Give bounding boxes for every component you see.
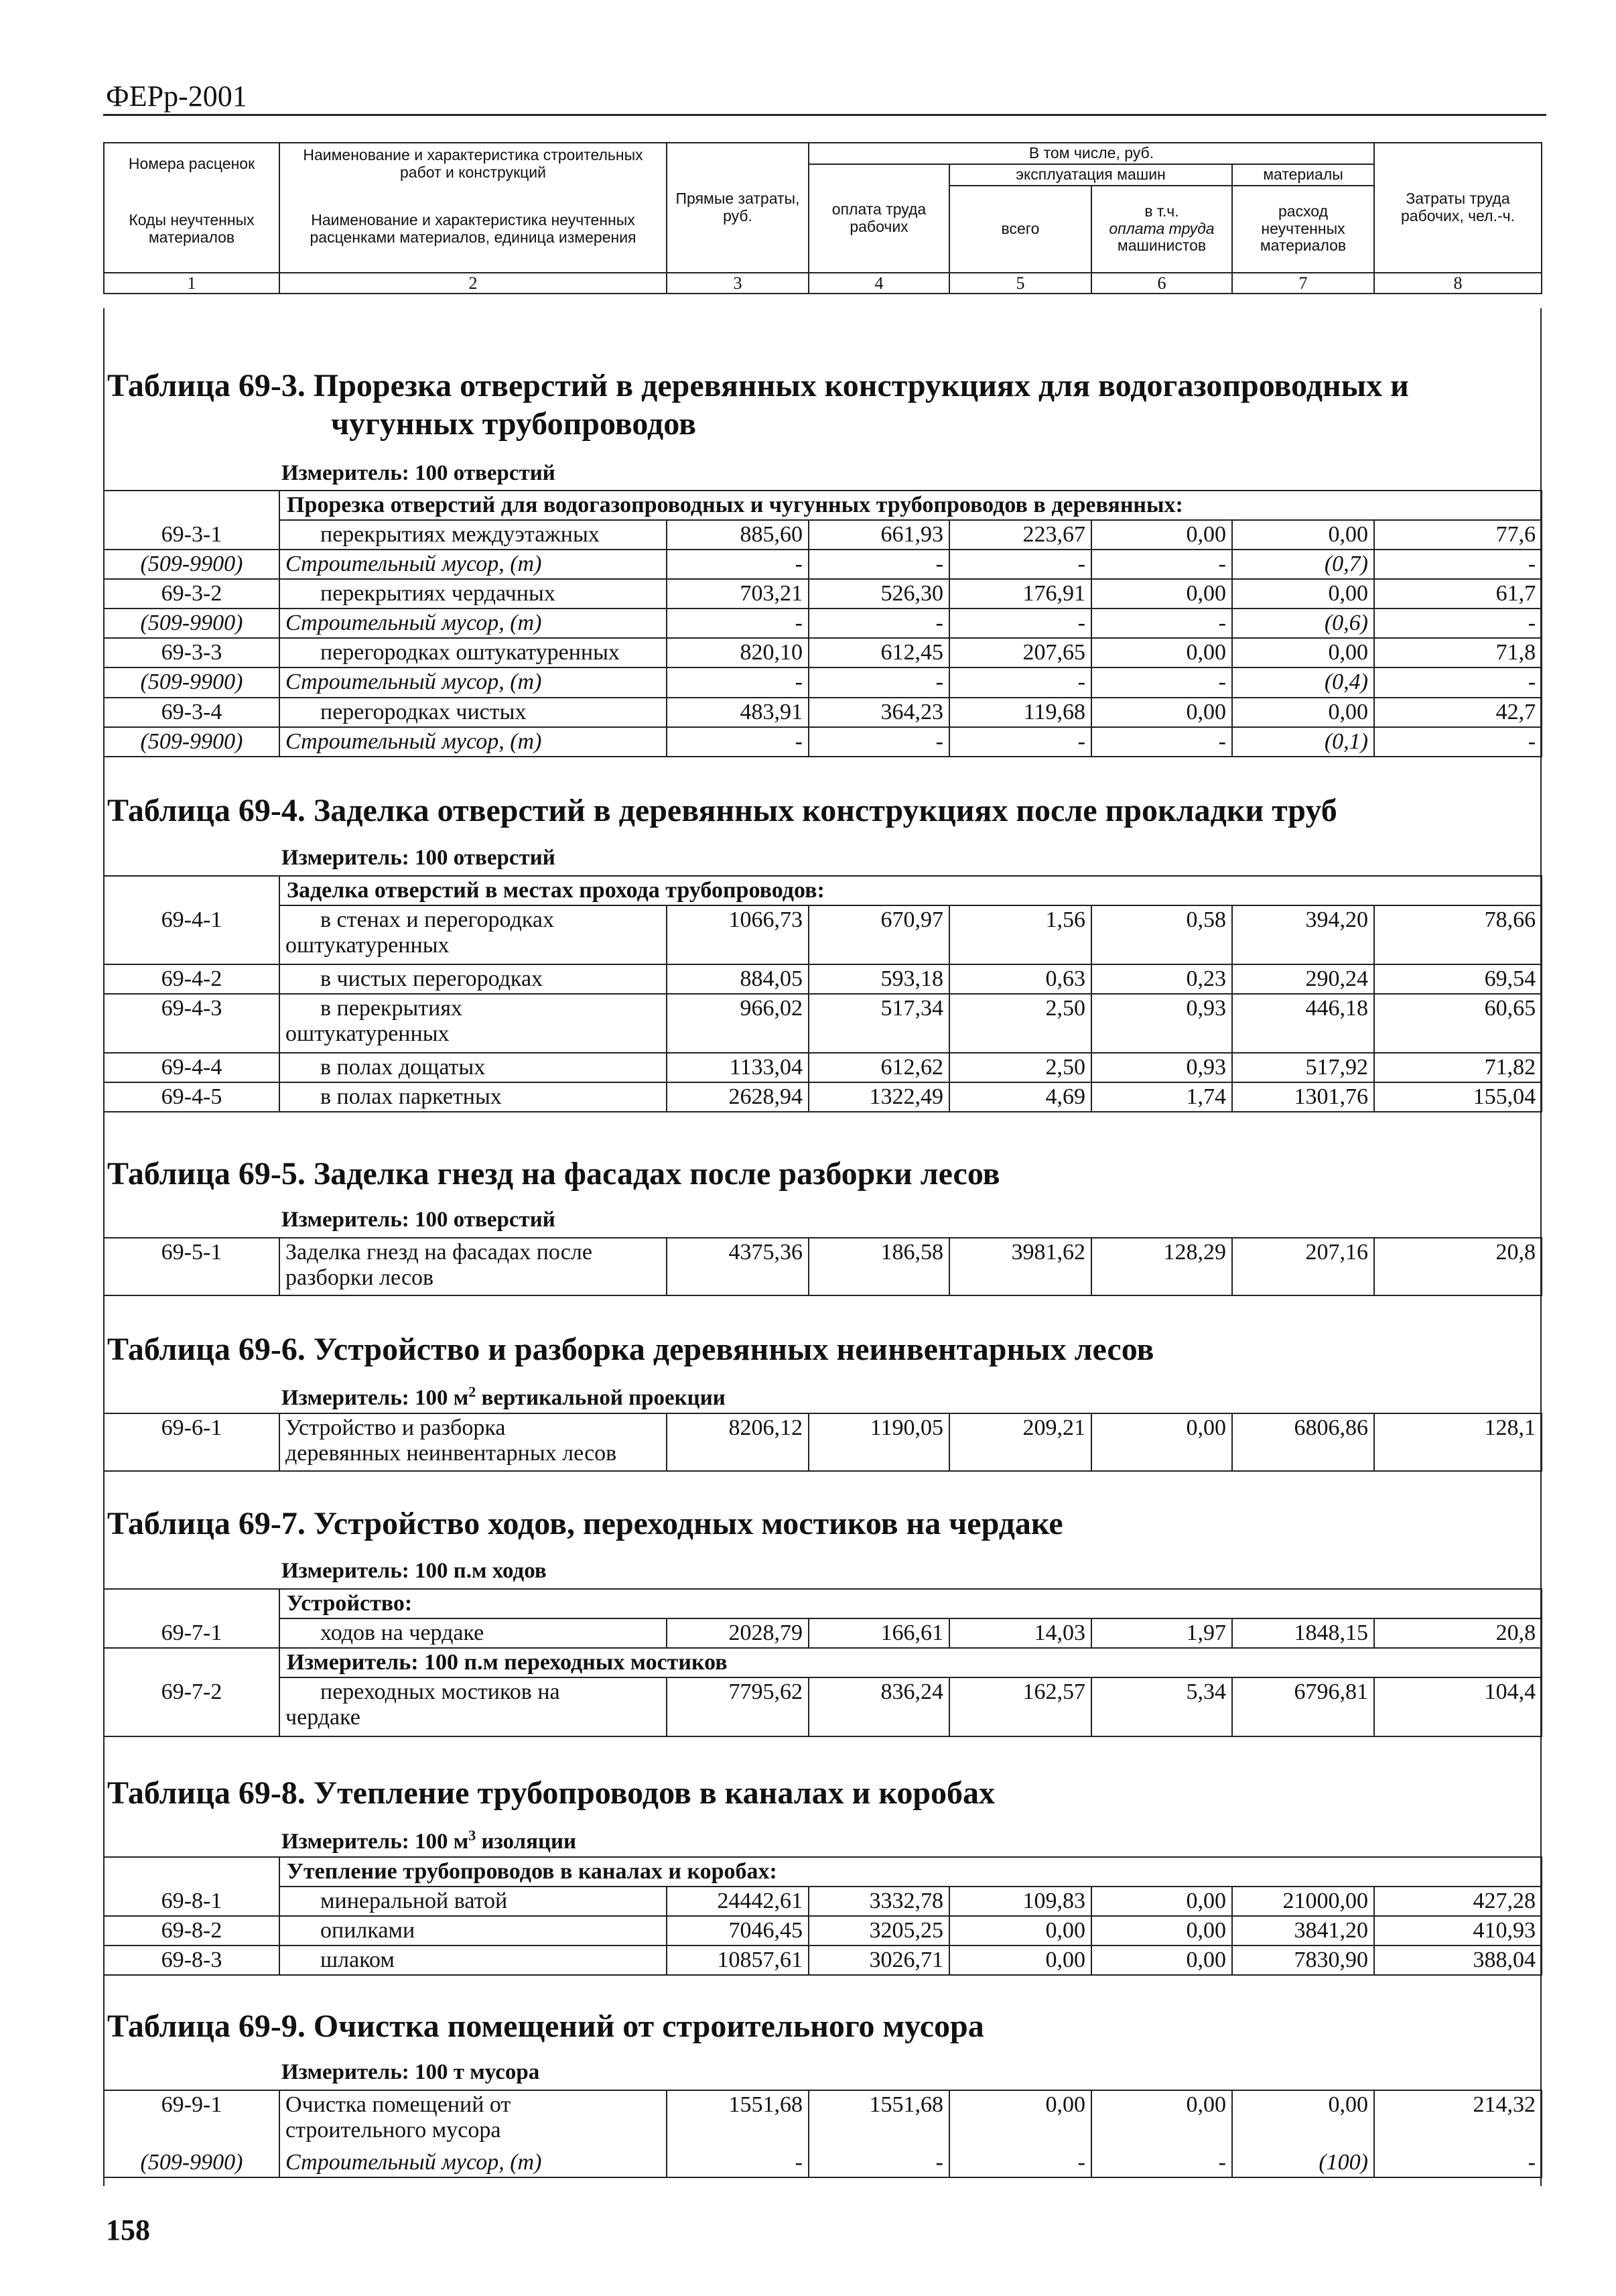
cell-labor-pay: 517,34 xyxy=(809,994,949,1053)
cell-machinists-pay: - xyxy=(1091,2148,1232,2177)
work-name-line: деревянных неинвентарных лесов xyxy=(285,1441,617,1466)
cell-direct-cost: 820,10 xyxy=(667,638,809,667)
cell-materials: (100) xyxy=(1232,2148,1374,2177)
cell-machinists-pay: 0,23 xyxy=(1091,964,1232,994)
unit-label-text: Измеритель: 100 м xyxy=(281,1386,469,1410)
cell-materials: 6806,86 xyxy=(1232,1413,1374,1471)
cell-labor-hours: - xyxy=(1374,609,1542,638)
cell-labor-pay: - xyxy=(809,727,949,757)
cell-machines-total: 109,83 xyxy=(949,1887,1091,1916)
cell-machinists-pay: 0,93 xyxy=(1091,1053,1232,1082)
cell-direct-cost: 483,91 xyxy=(667,698,809,727)
material-name: Строительный мусор, (т) xyxy=(279,667,667,697)
page-number: 158 xyxy=(106,2214,150,2246)
unit-label: Измеритель: 100 п.м ходов xyxy=(281,1559,547,1583)
cell-labor-pay: 836,24 xyxy=(809,1677,949,1736)
cell-machines-total: 4,69 xyxy=(949,1082,1091,1112)
cell-direct-cost: 2628,94 xyxy=(667,1082,809,1112)
cell-labor-pay: - xyxy=(809,667,949,697)
work-name xyxy=(279,1238,667,1295)
cell-direct-cost: 24442,61 xyxy=(667,1887,809,1916)
col-number: 5 xyxy=(949,273,1091,294)
cell-machines-total: 0,63 xyxy=(949,964,1091,994)
rate-code: 69-3-4 xyxy=(104,698,279,727)
unit-label xyxy=(281,1827,576,1854)
cell-direct-cost: 1066,73 xyxy=(667,905,809,964)
section-title-line: Таблица 69-8. Утепление трубопроводов в каналах и коробах xyxy=(107,1775,996,1811)
cell-labor-hours: 155,04 xyxy=(1374,1082,1542,1112)
rate-code: 69-9-1 xyxy=(104,2090,279,2148)
cell-labor-hours: 61,7 xyxy=(1374,579,1542,609)
cell-labor-pay: 670,97 xyxy=(809,905,949,964)
cell-materials: 290,24 xyxy=(1232,964,1374,994)
document-header: ФЕРр-2001 xyxy=(106,80,247,113)
cell-labor-pay: 3332,78 xyxy=(809,1887,949,1916)
work-name: опилками xyxy=(279,1916,667,1946)
rate-code: 69-8-1 xyxy=(104,1887,279,1916)
rates-table xyxy=(103,2090,1542,2178)
subheading: Заделка отверстий в местах прохода трубопроводов: xyxy=(279,876,1542,905)
cell-materials: 7830,90 xyxy=(1232,1946,1374,1975)
cell-machinists-pay: 0,00 xyxy=(1091,1887,1232,1916)
work-name: ходов на чердаке xyxy=(279,1618,667,1648)
cell-machines-total: 162,57 xyxy=(949,1677,1091,1736)
cell-machinists-pay: - xyxy=(1091,550,1232,579)
rate-code: 69-7-1 xyxy=(104,1618,279,1648)
col-number: 6 xyxy=(1091,273,1232,294)
cell-materials: 0,00 xyxy=(1232,520,1374,550)
cell-labor-hours: 410,93 xyxy=(1374,1916,1542,1946)
col1-header-top: Номера расценок xyxy=(104,143,279,186)
work-name xyxy=(279,905,667,964)
material-code: (509-9900) xyxy=(104,727,279,757)
material-name: Строительный мусор, (т) xyxy=(279,727,667,757)
section-title xyxy=(107,1505,1063,1543)
subheading: Утепление трубопроводов в каналах и коробах: xyxy=(279,1857,1542,1887)
cell-materials: 1301,76 xyxy=(1232,1082,1374,1112)
work-name: в полах паркетных xyxy=(279,1082,667,1112)
work-name-line: Устройство и разборка xyxy=(285,1415,506,1440)
work-name xyxy=(279,2090,667,2148)
cell-machines-total: - xyxy=(949,550,1091,579)
cell-materials: (0,1) xyxy=(1232,727,1374,757)
col1-header-bottom: Коды неучтенных материалов xyxy=(104,186,279,273)
cell-labor-hours: 20,8 xyxy=(1374,1238,1542,1295)
rate-code: 69-3-2 xyxy=(104,579,279,609)
rates-table xyxy=(103,875,1542,1112)
unit-label xyxy=(281,1383,726,1411)
work-name-line: чердаке xyxy=(285,1705,360,1730)
cell-direct-cost: 7795,62 xyxy=(667,1677,809,1736)
cell-machines-total: 209,21 xyxy=(949,1413,1091,1471)
cell-machines-total: 207,65 xyxy=(949,638,1091,667)
cell-machinists-pay: 0,58 xyxy=(1091,905,1232,964)
subheading: Устройство: xyxy=(279,1589,1542,1618)
cell-direct-cost: 884,05 xyxy=(667,964,809,994)
material-code: (509-9900) xyxy=(104,609,279,638)
section-title xyxy=(107,1155,1000,1194)
cell-machinists-pay: 1,74 xyxy=(1091,1082,1232,1112)
cell-machinists-pay: 0,00 xyxy=(1091,1916,1232,1946)
section-title xyxy=(107,1775,995,1813)
col-number: 2 xyxy=(279,273,667,294)
unit-superscript: 2 xyxy=(468,1383,476,1400)
col2-header-bottom: Наименование и характеристика неучтенных расценками материалов, единица измерения xyxy=(279,186,667,273)
work-name xyxy=(279,1413,667,1471)
cell-materials: (0,7) xyxy=(1232,550,1374,579)
cell-machinists-pay: 0,00 xyxy=(1091,698,1232,727)
cell-materials: 394,20 xyxy=(1232,905,1374,964)
cell-labor-hours: 388,04 xyxy=(1374,1946,1542,1975)
rates-table xyxy=(103,490,1542,757)
work-name-line: оштукатуренных xyxy=(285,933,450,958)
cell-labor-hours: 427,28 xyxy=(1374,1887,1542,1916)
rate-code: 69-3-1 xyxy=(104,520,279,550)
cell-materials: 0,00 xyxy=(1232,698,1374,727)
col5-header: всего xyxy=(949,186,1091,273)
cell-direct-cost: 4375,36 xyxy=(667,1238,809,1295)
cell-materials: 6796,81 xyxy=(1232,1677,1374,1736)
work-name: перегородках оштукатуренных xyxy=(279,638,667,667)
section-title-line: Таблица 69-6. Устройство и разборка деревянных неинвентарных лесов xyxy=(107,1332,1154,1367)
section-title-line: чугунных трубопроводов xyxy=(331,405,696,442)
cell-machines-total: 0,00 xyxy=(949,2090,1091,2148)
work-name-line: в стенах и перегородках xyxy=(320,907,554,933)
cell-materials: 1848,15 xyxy=(1232,1618,1374,1648)
work-name xyxy=(279,1677,667,1736)
rates-table xyxy=(103,1588,1542,1737)
cell-direct-cost: 885,60 xyxy=(667,520,809,550)
cell-labor-pay: - xyxy=(809,2148,949,2177)
rate-code: 69-4-4 xyxy=(104,1053,279,1082)
cell-machinists-pay: 1,97 xyxy=(1091,1618,1232,1648)
cell-machines-total: 176,91 xyxy=(949,579,1091,609)
cell-labor-hours: 104,4 xyxy=(1374,1677,1542,1736)
work-name: минеральной ватой xyxy=(279,1887,667,1916)
cell-labor-hours: 71,8 xyxy=(1374,638,1542,667)
cell-labor-hours: 60,65 xyxy=(1374,994,1542,1053)
work-name-line: в перекрытиях xyxy=(320,996,462,1021)
rate-code: 69-8-2 xyxy=(104,1916,279,1946)
cell-materials: 207,16 xyxy=(1232,1238,1374,1295)
group-header: В том числе, руб. xyxy=(809,143,1374,164)
cell-direct-cost: - xyxy=(667,727,809,757)
cell-labor-hours: 71,82 xyxy=(1374,1053,1542,1082)
cell-labor-hours: - xyxy=(1374,550,1542,579)
cell-machinists-pay: 0,00 xyxy=(1091,1946,1232,1975)
work-name-line: Заделка гнезд на фасадах после xyxy=(285,1240,592,1265)
materials-header: материалы xyxy=(1232,164,1374,186)
col6-header-c: машинистов xyxy=(1117,237,1207,255)
cell-materials: 446,18 xyxy=(1232,994,1374,1053)
cell-labor-pay: - xyxy=(809,550,949,579)
cell-direct-cost: - xyxy=(667,2148,809,2177)
work-name: перекрытиях междуэтажных xyxy=(279,520,667,550)
section-title xyxy=(107,367,1409,443)
cell-labor-hours: 77,6 xyxy=(1374,520,1542,550)
cell-machines-total: 2,50 xyxy=(949,1053,1091,1082)
subheading: Прорезка отверстий для водогазопроводных и чугунных трубопроводов в деревянных: xyxy=(279,491,1542,520)
rate-code: 69-6-1 xyxy=(104,1413,279,1471)
work-name-line: разборки лесов xyxy=(285,1265,434,1291)
material-code: (509-9900) xyxy=(104,667,279,697)
work-name-line: переходных мостиков на xyxy=(320,1679,560,1705)
column-header-table xyxy=(103,142,1542,294)
col8-header: Затраты труда рабочих, чел.-ч. xyxy=(1374,143,1542,273)
unit-label-rest: изоляции xyxy=(476,1830,577,1854)
cell-labor-pay: 526,30 xyxy=(809,579,949,609)
col-number: 8 xyxy=(1374,273,1542,294)
cell-materials: 0,00 xyxy=(1232,579,1374,609)
unit-superscript: 3 xyxy=(468,1827,476,1844)
section-title-line: Таблица 69-4. Заделка отверстий в деревянных конструкциях после прокладки труб xyxy=(107,793,1337,828)
work-name: в полах дощатых xyxy=(279,1053,667,1082)
cell-labor-hours: - xyxy=(1374,727,1542,757)
col-number: 1 xyxy=(104,273,279,294)
cell-machinists-pay: - xyxy=(1091,609,1232,638)
col3-header: Прямые затраты, руб. xyxy=(667,143,809,273)
cell-machinists-pay: 0,00 xyxy=(1091,1413,1232,1471)
rates-table xyxy=(103,1237,1542,1296)
cell-materials: 3841,20 xyxy=(1232,1916,1374,1946)
rate-code: 69-3-3 xyxy=(104,638,279,667)
col-number: 7 xyxy=(1232,273,1374,294)
cell-direct-cost: 703,21 xyxy=(667,579,809,609)
cell-machines-total: - xyxy=(949,2148,1091,2177)
cell-machinists-pay: 0,93 xyxy=(1091,994,1232,1053)
cell-machinists-pay: - xyxy=(1091,727,1232,757)
header-rule xyxy=(103,114,1546,116)
cell-labor-pay: - xyxy=(809,609,949,638)
unit-label: Измеритель: 100 отверстий xyxy=(281,846,555,870)
cell-labor-pay: 661,93 xyxy=(809,520,949,550)
cell-direct-cost: 1133,04 xyxy=(667,1053,809,1082)
cell-labor-pay: 186,58 xyxy=(809,1238,949,1295)
cell-materials: 0,00 xyxy=(1232,638,1374,667)
section-title xyxy=(107,2008,984,2046)
rate-code: 69-8-3 xyxy=(104,1946,279,1975)
cell-direct-cost: 7046,45 xyxy=(667,1916,809,1946)
cell-labor-pay: 1551,68 xyxy=(809,2090,949,2148)
cell-machines-total: 119,68 xyxy=(949,698,1091,727)
cell-direct-cost: - xyxy=(667,550,809,579)
section-title-line: Таблица 69-3. Прорезка отверстий в деревянных конструкциях для водогазопроводных и xyxy=(107,368,1409,403)
cell-direct-cost: 1551,68 xyxy=(667,2090,809,2148)
cell-machinists-pay: 0,00 xyxy=(1091,638,1232,667)
cell-materials: 517,92 xyxy=(1232,1053,1374,1082)
unit-label: Измеритель: 100 отверстий xyxy=(281,461,555,485)
cell-materials: 21000,00 xyxy=(1232,1887,1374,1916)
col-number: 3 xyxy=(667,273,809,294)
material-code: (509-9900) xyxy=(104,550,279,579)
work-name: шлаком xyxy=(279,1946,667,1975)
cell-labor-pay: 3026,71 xyxy=(809,1946,949,1975)
cell-labor-hours: 20,8 xyxy=(1374,1618,1542,1648)
unit-label: Измеритель: 100 п.м переходных мостиков xyxy=(279,1648,1542,1677)
work-name: перегородках чистых xyxy=(279,698,667,727)
cell-machines-total: 0,00 xyxy=(949,1916,1091,1946)
cell-machinists-pay: - xyxy=(1091,667,1232,697)
unit-label: Измеритель: 100 т мусора xyxy=(281,2060,540,2084)
unit-label: Измеритель: 100 отверстий xyxy=(281,1208,555,1232)
col-number: 4 xyxy=(809,273,949,294)
rate-code: 69-4-5 xyxy=(104,1082,279,1112)
cell-machines-total: 3981,62 xyxy=(949,1238,1091,1295)
work-name-line: оштукатуренных xyxy=(285,1021,450,1047)
cell-labor-pay: 612,62 xyxy=(809,1053,949,1082)
cell-direct-cost: 966,02 xyxy=(667,994,809,1053)
material-name: Строительный мусор, (т) xyxy=(279,609,667,638)
cell-direct-cost: 2028,79 xyxy=(667,1618,809,1648)
cell-direct-cost: 8206,12 xyxy=(667,1413,809,1471)
section-title-line: Таблица 69-7. Устройство ходов, переходных мостиков на чердаке xyxy=(107,1506,1063,1541)
cell-direct-cost: - xyxy=(667,667,809,697)
cell-labor-pay: 1322,49 xyxy=(809,1082,949,1112)
section-title xyxy=(107,792,1337,830)
rate-code: 69-4-1 xyxy=(104,905,279,964)
cell-labor-hours: 128,1 xyxy=(1374,1413,1542,1471)
cell-materials: (0,4) xyxy=(1232,667,1374,697)
cell-labor-hours: 42,7 xyxy=(1374,698,1542,727)
cell-machines-total: - xyxy=(949,609,1091,638)
rate-code: 69-5-1 xyxy=(104,1238,279,1295)
cell-direct-cost: - xyxy=(667,609,809,638)
cell-labor-pay: 612,45 xyxy=(809,638,949,667)
work-name-line: строительного мусора xyxy=(285,2118,501,2143)
material-name: Строительный мусор, (т) xyxy=(279,550,667,579)
col4-header: оплата труда рабочих xyxy=(809,164,949,273)
cell-labor-hours: 214,32 xyxy=(1374,2090,1542,2148)
cell-labor-pay: 3205,25 xyxy=(809,1916,949,1946)
col6-header xyxy=(1091,186,1232,273)
material-name: Строительный мусор, (т) xyxy=(279,2148,667,2177)
rates-table xyxy=(103,1413,1542,1472)
cell-machines-total: 2,50 xyxy=(949,994,1091,1053)
unit-label-rest: вертикальной проекции xyxy=(476,1386,726,1410)
cell-labor-hours: 69,54 xyxy=(1374,964,1542,994)
cell-labor-hours: 78,66 xyxy=(1374,905,1542,964)
work-name: в чистых перегородках xyxy=(279,964,667,994)
work-name-line: Очистка помещений от xyxy=(285,2092,511,2117)
col7-header: расход неучтенных материалов xyxy=(1232,186,1374,273)
section-title-line: Таблица 69-5. Заделка гнезд на фасадах после разборки лесов xyxy=(107,1156,1000,1192)
cell-labor-pay: 166,61 xyxy=(809,1618,949,1648)
rates-table xyxy=(103,1856,1542,1976)
rate-code: 69-7-2 xyxy=(104,1677,279,1736)
material-code: (509-9900) xyxy=(104,2148,279,2177)
cell-machines-total: - xyxy=(949,727,1091,757)
col6-header-b: оплата труда xyxy=(1109,219,1215,237)
cell-direct-cost: 10857,61 xyxy=(667,1946,809,1975)
cell-machinists-pay: 5,34 xyxy=(1091,1677,1232,1736)
cell-machines-total: 0,00 xyxy=(949,1946,1091,1975)
cell-machines-total: 1,56 xyxy=(949,905,1091,964)
section-title-line: Таблица 69-9. Очистка помещений от строительного мусора xyxy=(107,2008,984,2044)
cell-labor-hours: - xyxy=(1374,2148,1542,2177)
work-name xyxy=(279,994,667,1053)
cell-machinists-pay: 0,00 xyxy=(1091,520,1232,550)
cell-materials: 0,00 xyxy=(1232,2090,1374,2148)
cell-machines-total: - xyxy=(949,667,1091,697)
cell-machinists-pay: 0,00 xyxy=(1091,2090,1232,2148)
cell-machinists-pay: 128,29 xyxy=(1091,1238,1232,1295)
cell-machinists-pay: 0,00 xyxy=(1091,579,1232,609)
work-name: перекрытиях чердачных xyxy=(279,579,667,609)
cell-machines-total: 223,67 xyxy=(949,520,1091,550)
cell-labor-pay: 364,23 xyxy=(809,698,949,727)
cell-materials: (0,6) xyxy=(1232,609,1374,638)
col6-header-a: в т.ч. xyxy=(1144,202,1179,220)
rate-code: 69-4-3 xyxy=(104,994,279,1053)
rate-code: 69-4-2 xyxy=(104,964,279,994)
col2-header-top: Наименование и характеристика строительных работ и конструкций xyxy=(279,143,667,186)
unit-label-text: Измеритель: 100 м xyxy=(281,1830,469,1854)
cell-labor-pay: 593,18 xyxy=(809,964,949,994)
cell-machines-total: 14,03 xyxy=(949,1618,1091,1648)
section-title xyxy=(107,1331,1154,1369)
machines-header: эксплуатация машин xyxy=(949,164,1232,186)
cell-labor-pay: 1190,05 xyxy=(809,1413,949,1471)
cell-labor-hours: - xyxy=(1374,667,1542,697)
